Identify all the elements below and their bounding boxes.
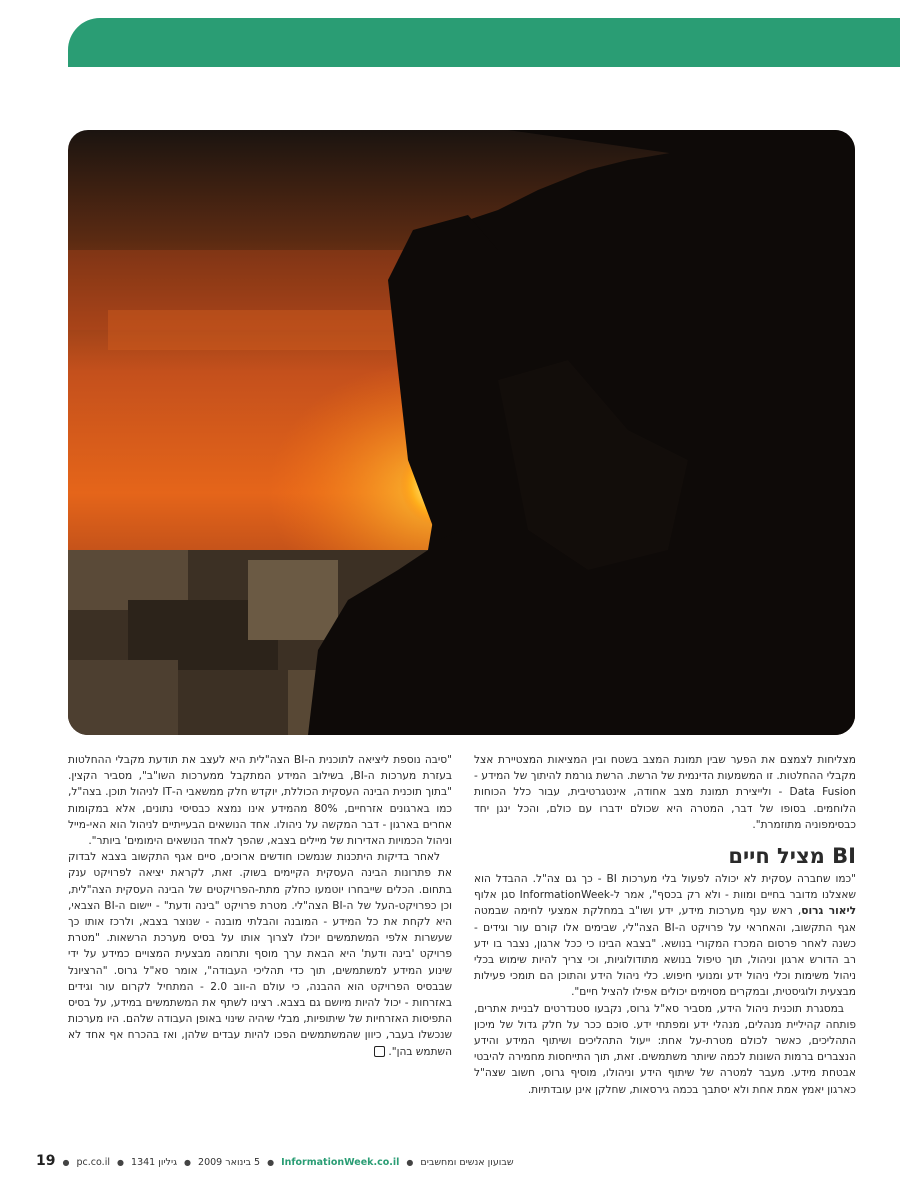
section-heading: BI מציל חיים	[728, 844, 856, 869]
page-footer	[36, 1153, 890, 1169]
article-column-left	[68, 752, 452, 1060]
end-of-article-icon	[374, 1046, 385, 1057]
text-run: לאחר בדיקות היתכנות שנמשכו חודשים ארוכים, סיים אגף התקשוב בצבא לבדוק את פתרונות הבינה העסקית הקיימים בשוק. זאת, לקראת יציאה לפרויקט ענק בתחום. הכלים שייבחרו יוטמעו כחלק מתת-הפרויקטים של הבינה העסקית הצה"לית, וכן כפרויקט-העל של ה-BI הצה"לי. מטרת פרויקט "בינה ודעת" - יישום ה-BI הצבאי, היא לקחת את כל המידע - המובנה והבלתי מובנה - שנוצר בצבא, ולרכז אותו כך שעשרות אלפי המשתמשים יוכלו לצרוך אותו על בסיס מערכת הרשאות. "מטרת פרויקט 'בינה ודעת' היא הבאת ערך מוסף ותרומה מבצעית המצויים כמידע על ידי שינוע המידע למשתמשים, תוך כדי תהליכי העבודה", אומר סא"ל גרוס. "הרציונל שבבסיס הפרויקט הוא ההבנה, כי עולם ה-ווב 2.0 - המתחיל לקרום עור וגידים באזרחות - יכול להיות מיושם גם בצבא. רצינו לשתף את המשתמשים במידע, על בסיס התפיסות האזרחיות של שיתופיות, מבלי שיהיה שינוי באופן העבודה שלהם. היו מערכות שנכשלו בעבר, כיוון שהמשתמשים הפכו להיות עבדים שלהן, ואז בהכרח אף אחד לא השתמש בהן".	[68, 851, 452, 1058]
article-column-right	[474, 752, 856, 1098]
page-number: 19	[36, 1153, 56, 1169]
paragraph-quote-gross	[474, 871, 856, 1001]
paragraph-bi-reason: "סיבה נוספת ליציאה לתוכנית ה-BI הצה"לית היא לעצב את תודעת מקבלי ההחלטות בעזרת מערכות ה-BI, בשילוב המידע המתקבל ממערכות השו"ב", מסביר הקצין. "בתוך תוכנית הבינה העסקית הכוללת, יוקדש חלק ממשאבי ה-IT לניהול תוכן. בצה"ל, כמו בארגונים אזרחיים, 80% מהמידע אינו נמצא כבסיסי נתונים, אלא במקומות אחרים בארגון - דבר המקשה על ניהולו. אחד הנושאים הבעייתיים לניהול הוא האי-מייל וניהול הכמויות האדירות של מיילים בצבא, שהפך לאחד הנושאים הימומים' ביותר".	[68, 754, 453, 848]
bullet-icon: ●	[267, 1158, 275, 1167]
name-bold: ליאור גרוס	[801, 905, 856, 918]
footer-date: 5 בינואר 2009	[198, 1157, 261, 1168]
bullet-icon: ●	[184, 1158, 191, 1167]
text-run: , ראש ענף מערכות מידע, ידע ושו"ב במחלקת אמצעי לחימה שבמטה אגף התקשוב, והאחראי על פרויקט ה-BI הצה"לי, שבימים אלו קורם עור וגידים - כשנה לאחר פרסום המכרז המקורי בנושא. "בצבא הבינו כי ככל ארגון, נצבר בו ידע רב הדורש ארגון וניהול, תוך טיפול בנושא מתודולוגיות, וכי צריך להיות שימוש בכלי ניהול משימות וכלי ניהול ידע ומנועי חיפוש. כלי ניהול הידע והתוכן הם תומכי פעילות מבצעית ולוגיסטית, ובמקרים מסוימים יכולים אפילו להציל חיים".	[474, 905, 856, 999]
paragraph-feasibility	[68, 849, 452, 1060]
footer-issue: גיליון 1341	[131, 1157, 177, 1168]
paragraph-intro: מצליחות לצמצם את הפער שבין תמונת המצב בשטח ובין המציאות המצטיירת אצל מקבלי ההחלטות. זו המשמעות הדינמית של הרשת. הרשת גורמת להיתוך של המידע - Data Fusion - ולייצירת תמונת מצב אחודה, אינטגרטיבית, עבור כלל הכוחות הלוחמים. בסופו של דבר, המטרה היא שכולם ידברו עם כולם, והכל ינגן יחד כבסימפוניה מתוזמרת".	[474, 754, 856, 831]
soldier-binoculars-sunset-image	[68, 130, 855, 735]
bullet-icon: ●	[62, 1158, 70, 1167]
footer-tagline: שבועון אנשים ומחשבים	[420, 1157, 514, 1168]
text-run: "כמו שחברה עסקית לא יכולה לפעול בלי מערכות BI - כך גם צה"ל. ההבדל הוא שאצלנו מדובר בחיים ומוות - ולא רק בכסף", אמר ל-InformationWeek סגן אלוף	[474, 873, 856, 902]
paragraph-knowledge-management: במסגרת תוכנית ניהול הידע, מסביר סא"ל גרוס, נקבעו סטנדרטים לבניית אתרים, פותחה קהיליית מנהלים, מנהלי ידע ומפתחי ידע. סוכם ככר על חלק גדול של מיכון התהליכים, כאשר לכולם מטרת-על אחת: ייעול התהליכים ושיתוף המידע והידע הנצברים ברמות השונות לכמה שיותר משתמשים. זאת, תוך התייחסות מחמירה להיבטי אבטחת מידע. מעבר למטרה של שיתוף הידע וניהולו, מוסיף גרוס, חשוב שצה"ל כארגון יאמץ אמת אחת ולא יסתבך בכמה גירסאות, שחלקן אינן עובדתיות.	[474, 1002, 856, 1096]
header-green-bar	[68, 18, 900, 67]
bullet-icon: ●	[406, 1158, 414, 1167]
bullet-icon: ●	[117, 1158, 124, 1167]
footer-magazine-site: InformationWeek.co.il	[281, 1157, 400, 1168]
footer-site: pc.co.il	[76, 1157, 110, 1168]
